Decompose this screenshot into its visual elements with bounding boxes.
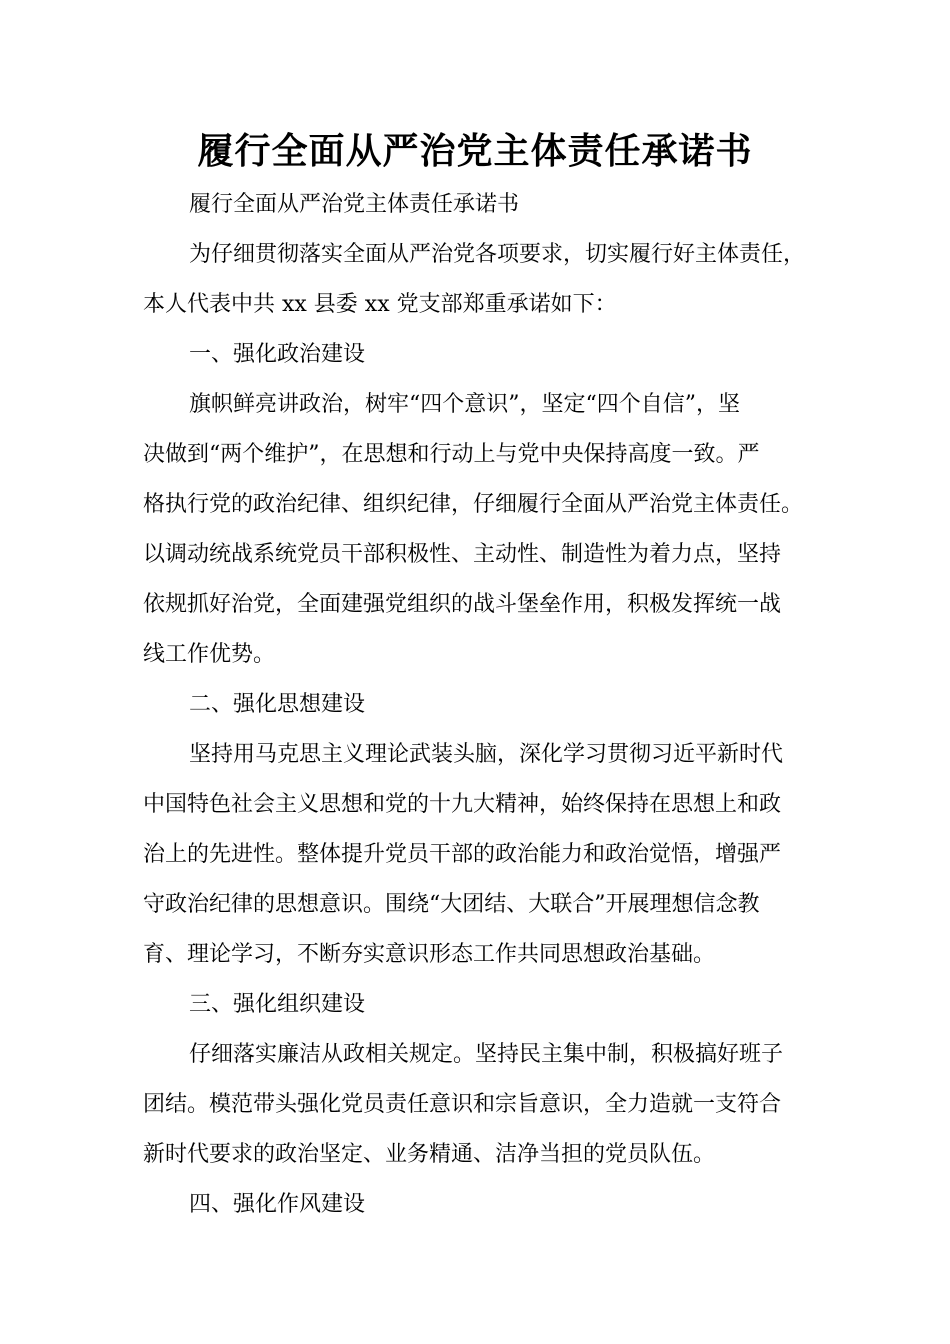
subtitle-line: 履行全面从严治党主体责任承诺书 — [189, 192, 520, 217]
section-heading-3: 三、强化组织建设 — [189, 992, 366, 1017]
section-heading-1: 一、强化政治建设 — [189, 342, 366, 367]
document-body — [143, 180, 823, 1230]
section-heading-4: 四、强化作风建设 — [189, 1192, 366, 1217]
document-title: 履行全面从严治党主体责任承诺书 — [197, 131, 753, 172]
paragraph-line: 中国特色社会主义思想和党的十九大精神，始终保持在思想上和政 — [143, 792, 782, 817]
paragraph-line: 线工作优势。 — [143, 642, 276, 667]
paragraph-line: 决做到“两个维护”，在思想和行动上与党中央保持高度一致。严 — [143, 442, 760, 467]
paragraph-line: 坚持用马克思主义理论武装头脑，深化学习贯彻习近平新时代 — [189, 742, 784, 767]
paragraph-line: 以调动统战系统党员干部积极性、主动性、制造性为着力点，坚持 — [143, 542, 782, 567]
paragraph-line: 格执行党的政治纪律、组织纪律，仔细履行全面从严治党主体责任。 — [143, 492, 804, 517]
paragraph-line: 守政治纪律的思想意识。围绕“大团结、大联合”开展理想信念教 — [143, 892, 760, 917]
paragraph-line: 本人代表中共 xx 县委 xx 党支部郑重承诺如下： — [143, 292, 617, 317]
section-heading-2: 二、强化思想建设 — [189, 692, 366, 717]
paragraph-line: 新时代要求的政治坚定、业务精通、洁净当担的党员队伍。 — [143, 1142, 716, 1167]
paragraph-line: 团结。模范带头强化党员责任意识和宗旨意识，全力造就一支符合 — [143, 1092, 782, 1117]
paragraph-line: 为仔细贯彻落实全面从严治党各项要求，切实履行好主体责任， — [189, 242, 806, 267]
paragraph-line: 旗帜鲜亮讲政治，树牢“四个意识”，坚定“四个自信”，坚 — [189, 392, 740, 417]
paragraph-line: 依规抓好治党，全面建强党组织的战斗堡垒作用，积极发挥统一战 — [143, 592, 782, 617]
paragraph-line: 育、理论学习，不断夯实意识形态工作共同思想政治基础。 — [143, 942, 716, 967]
paragraph-line: 仔细落实廉洁从政相关规定。坚持民主集中制，积极搞好班子 — [189, 1042, 784, 1067]
paragraph-line: 治上的先进性。整体提升党员干部的政治能力和政治觉悟，增强严 — [143, 842, 782, 867]
